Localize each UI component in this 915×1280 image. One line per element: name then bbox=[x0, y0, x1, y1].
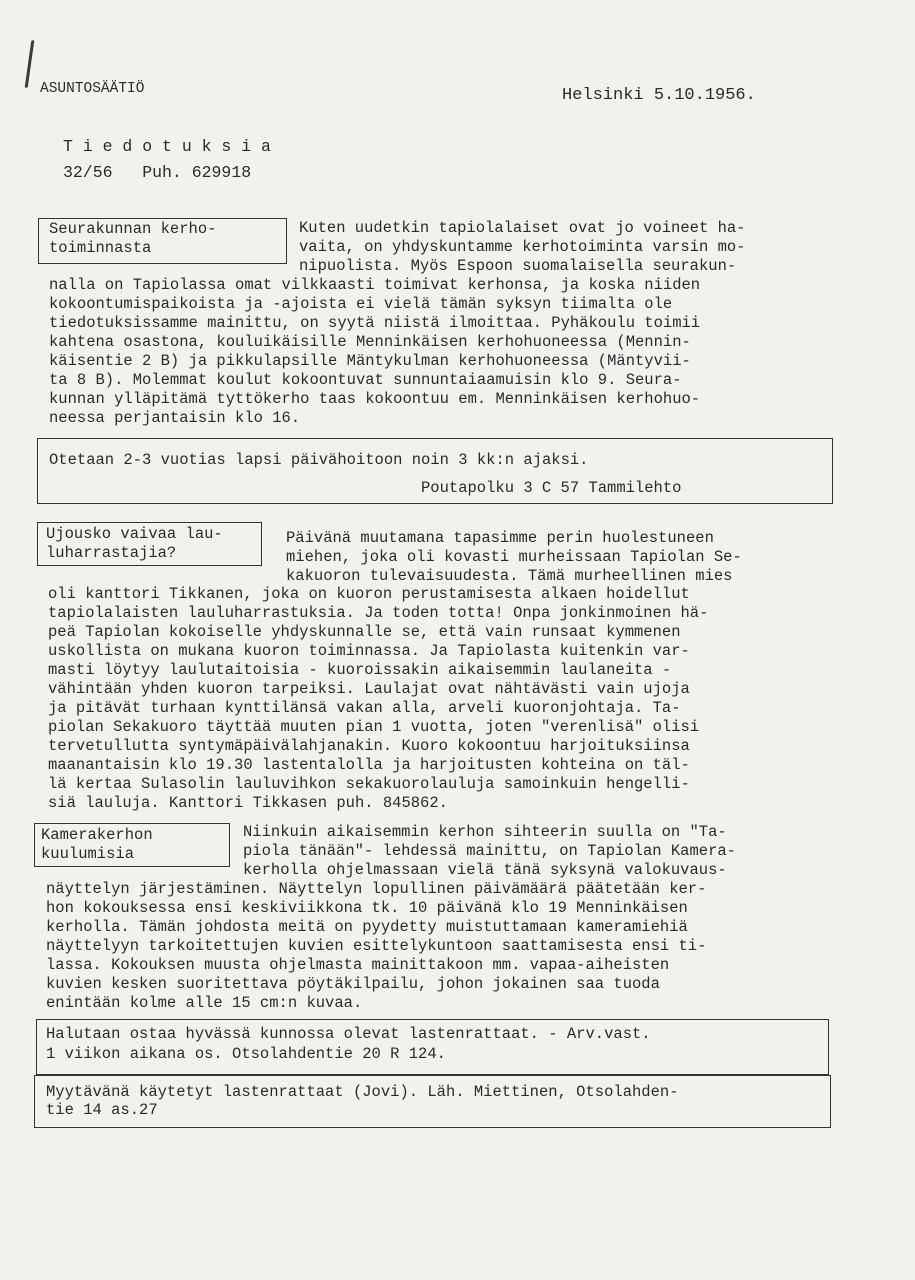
seurakunta-heading-1: Seurakunnan kerho- bbox=[49, 220, 217, 238]
kuoro-line: vähintään yhden kuoron tarpeiksi. Laulajat ovat nähtävästi vain ujoja bbox=[48, 680, 690, 698]
seurakunta-line: tiedotuksissamme mainittu, on syytä niistä ilmoittaa. Pyhäkoulu toimii bbox=[49, 314, 701, 332]
ad-buy-line: Halutaan ostaa hyvässä kunnossa olevat lastenrattaat. - Arv.vast. bbox=[46, 1025, 651, 1043]
kuoro-side-3: kakuoron tulevaisuudesta. Tämä murheellinen mies bbox=[286, 567, 733, 585]
kuoro-heading-2: luharrastajia? bbox=[46, 544, 177, 562]
doc-title: T i e d o t u k s i a bbox=[63, 137, 271, 156]
kamera-side-2: piola tänään"- lehdessä mainittu, on Tapiolan Kamera- bbox=[243, 842, 736, 860]
kuoro-line: lä kertaa Sulasolin lauluvihkon sekakuorolauluja samoinkuin hengelli- bbox=[48, 775, 690, 793]
kuoro-heading-1: Ujousko vaivaa lau- bbox=[46, 525, 223, 543]
seurakunta-line: kokoontumispaikoista ja -ajoista ei vielä tämän syksyn tiimalta ole bbox=[49, 295, 673, 313]
seurakunta-line: neessa perjantaisin klo 16. bbox=[49, 409, 301, 427]
place-date: Helsinki 5.10.1956. bbox=[562, 86, 756, 105]
ad-childcare-text: Otetaan 2-3 vuotias lapsi päivähoitoon noin 3 kk:n ajaksi. bbox=[49, 451, 589, 469]
ad-childcare-contact: Poutapolku 3 C 57 Tammilehto bbox=[421, 479, 682, 497]
kamera-side-1: Niinkuin aikaisemmin kerhon sihteerin suulla on "Ta- bbox=[243, 823, 727, 841]
seurakunta-side-1: Kuten uudetkin tapiolalaiset ovat jo voineet ha- bbox=[299, 219, 746, 237]
kuoro-line: uskollista on mukana kuoron toiminnassa. Ja Tapiolasta kuitenkin var- bbox=[48, 642, 690, 660]
kuoro-line: tapiolalaisten lauluharrastuksia. Ja toden totta! Onpa jonkinmoinen hä- bbox=[48, 604, 709, 622]
kuoro-side-1: Päivänä muutamana tapasimme perin huolestuneen bbox=[286, 529, 714, 547]
ad-sell-line: tie 14 as.27 bbox=[46, 1101, 158, 1119]
kamera-line: näyttelyn järjestäminen. Näyttelyn lopullinen päivämäärä päätetään ker- bbox=[46, 880, 707, 898]
kamera-line: kuvien kesken suoritettava pöytäkilpailu, johon jokainen saa tuoda bbox=[46, 975, 660, 993]
ad-sell-line: Myytävänä käytetyt lastenrattaat (Jovi). Läh. Miettinen, Otsolahden- bbox=[46, 1083, 679, 1101]
seurakunta-line: nalla on Tapiolassa omat vilkkaasti toimivat kerhonsa, ja koska niiden bbox=[49, 276, 701, 294]
kamera-side-3: kerholla ohjelmassaan vielä tänä syksynä valokuvaus- bbox=[243, 861, 727, 879]
seurakunta-line: kunnan ylläpitämä tyttökerho taas kokoontuu em. Menninkäisen kerhohuo- bbox=[49, 390, 701, 408]
pen-mark bbox=[25, 40, 35, 88]
kamera-heading-2: kuulumisia bbox=[41, 845, 135, 863]
kuoro-line: maanantaisin klo 19.30 lastentalolla ja harjoitusten kohteina on täl- bbox=[48, 756, 690, 774]
kamera-line: näyttelyyn tarkoitettujen kuvien esittelykuntoon saattamisesta ensi ti- bbox=[46, 937, 707, 955]
seurakunta-line: käisentie 2 B) ja pikkulapsille Mäntykulman kerhohuoneessa (Mäntyvii- bbox=[49, 352, 691, 370]
kamera-line: lassa. Kokouksen muusta ohjelmasta mainittakoon mm. vapaa-aiheisten bbox=[46, 956, 670, 974]
kuoro-line: masti löytyy laulutaitoisia - kuoroissakin aikaisemmin laulaneita - bbox=[48, 661, 672, 679]
kuoro-line: oli kanttori Tikkanen, joka on kuoron perustamisesta alkaen hoidellut bbox=[48, 585, 690, 603]
kamera-line: kerholla. Tämän johdosta meitä on pyydetty muistuttamaan kameramiehiä bbox=[46, 918, 688, 936]
kamera-line: hon kokouksessa ensi keskiviikkona tk. 10 päivänä klo 19 Menninkäisen bbox=[46, 899, 688, 917]
kuoro-line: peä Tapiolan kokoiselle yhdyskunnalle se, että vain runsaat kymmenen bbox=[48, 623, 681, 641]
kuoro-line: tervetullutta syntymäpäivälahjanakin. Kuoro kokoontuu harjoituksiinsa bbox=[48, 737, 690, 755]
kuoro-line: ja pitävät turhaan kynttilänsä vakan alla, arveli kuoronjohtaja. Ta- bbox=[48, 699, 681, 717]
seurakunta-line: kahtena osastona, kouluikäisille Menninkäisen kerhohuoneessa (Mennin- bbox=[49, 333, 691, 351]
ad-buy-line: 1 viikon aikana os. Otsolahdentie 20 R 124. bbox=[46, 1045, 446, 1063]
kuoro-line: siä lauluja. Kanttori Tikkasen puh. 845862. bbox=[48, 794, 448, 812]
seurakunta-side-3: nipuolista. Myös Espoon suomalaisella seurakun- bbox=[299, 257, 737, 275]
kamera-line: enintään kolme alle 15 cm:n kuvaa. bbox=[46, 994, 363, 1012]
kuoro-line: piolan Sekakuoro täyttää muuten pian 1 vuotta, joten "verenlisä" olisi bbox=[48, 718, 700, 736]
org-name: ASUNTOSÄÄTIÖ bbox=[40, 81, 145, 97]
kamera-heading-1: Kamerakerhon bbox=[41, 826, 153, 844]
seurakunta-line: ta 8 B). Molemmat koulut kokoontuvat sunnuntaiaamuisin klo 9. Seura- bbox=[49, 371, 682, 389]
issue-phone: 32/56 Puh. 629918 bbox=[63, 163, 252, 182]
seurakunta-heading-2: toiminnasta bbox=[49, 239, 152, 257]
kuoro-side-2: miehen, joka oli kovasti murheissaan Tapiolan Se- bbox=[286, 548, 742, 566]
seurakunta-side-2: vaita, on yhdyskuntamme kerhotoiminta varsin mo- bbox=[299, 238, 746, 256]
